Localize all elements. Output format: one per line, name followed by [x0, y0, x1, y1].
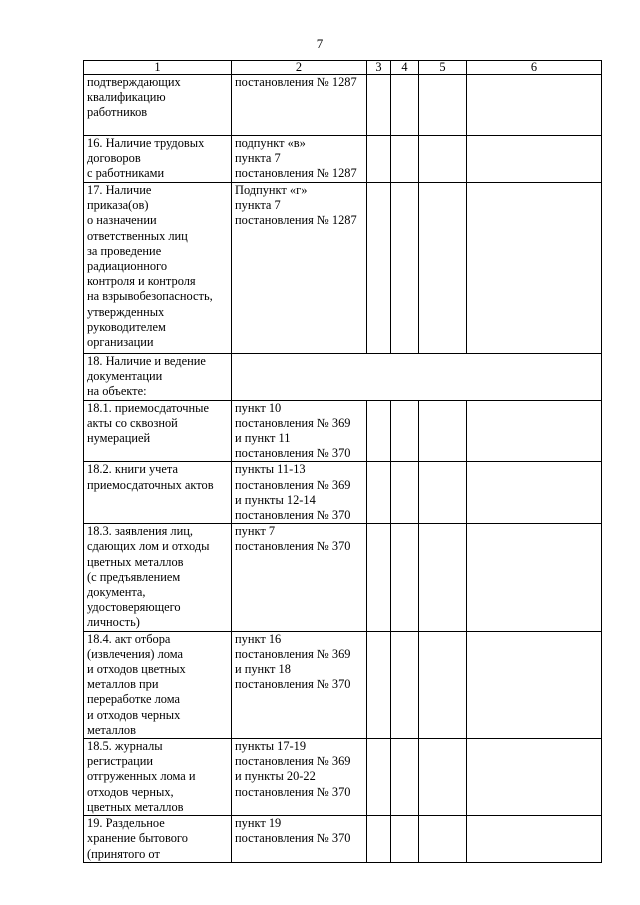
table-row: [84, 183, 602, 354]
note-cell: [467, 524, 602, 631]
reference-cell: Подпункт «г» пункта 7 постановления № 1287: [232, 183, 367, 354]
column-header-2: 2: [232, 61, 367, 75]
check-cell-5: [419, 816, 467, 863]
check-cell-5: [419, 631, 467, 738]
table-row: [84, 75, 602, 136]
check-cell-4: [391, 136, 419, 183]
requirement-cell: 16. Наличие трудовых договоров с работниками: [84, 136, 232, 183]
check-cell-4: [391, 75, 419, 136]
table-row: [84, 136, 602, 183]
check-cell-4: [391, 183, 419, 354]
note-cell: [467, 136, 602, 183]
reference-cell: пункт 10 постановления № 369 и пункт 11 постановления № 370: [232, 400, 367, 462]
check-cell-4: [391, 400, 419, 462]
check-cell-4: [391, 631, 419, 738]
table-row: [84, 816, 602, 863]
requirement-cell: 19. Раздельное хранение бытового (принятого от: [84, 816, 232, 863]
check-cell-4: [391, 739, 419, 816]
reference-cell: пункт 7 постановления № 370: [232, 524, 367, 631]
reference-cell: пункты 17-19 постановления № 369 и пункты 20-22 постановления № 370: [232, 739, 367, 816]
requirement-cell: 17. Наличие приказа(ов) о назначении ответственных лиц за проведение радиационного контроля и контроля на взрывобезопасность, утвержденных руководителем организации: [84, 183, 232, 354]
column-header-6: 6: [467, 61, 602, 75]
check-cell-4: [391, 462, 419, 524]
reference-cell: пункт 16 постановления № 369 и пункт 18 постановления № 370: [232, 631, 367, 738]
requirement-cell: 18.1. приемосдаточные акты со сквозной нумерацией: [84, 400, 232, 462]
requirement-cell: подтверждающих квалификацию работников: [84, 75, 232, 136]
section-merged-cell: [232, 354, 602, 401]
note-cell: [467, 739, 602, 816]
check-cell-3: [367, 462, 391, 524]
reference-cell: постановления № 1287: [232, 75, 367, 136]
column-header-1: 1: [84, 61, 232, 75]
reference-cell: пункты 11-13 постановления № 369 и пункты 12-14 постановления № 370: [232, 462, 367, 524]
note-cell: [467, 462, 602, 524]
check-cell-3: [367, 816, 391, 863]
column-header-4: 4: [391, 61, 419, 75]
inspection-table: [83, 60, 602, 863]
check-cell-5: [419, 739, 467, 816]
note-cell: [467, 183, 602, 354]
requirement-cell: 18.2. книги учета приемосдаточных актов: [84, 462, 232, 524]
check-cell-3: [367, 524, 391, 631]
check-cell-3: [367, 631, 391, 738]
table-row: [84, 631, 602, 738]
section-heading-cell: 18. Наличие и ведение документации на объекте:: [84, 354, 232, 401]
requirement-cell: 18.3. заявления лиц, сдающих лом и отходы цветных металлов (с предъявлением документа, удостоверяющего личность): [84, 524, 232, 631]
table-row: [84, 400, 602, 462]
check-cell-5: [419, 136, 467, 183]
column-header-3: 3: [367, 61, 391, 75]
check-cell-5: [419, 462, 467, 524]
note-cell: [467, 631, 602, 738]
requirement-cell: 18.4. акт отбора (извлечения) лома и отходов цветных металлов при переработке лома и отходов черных металлов: [84, 631, 232, 738]
page-number: 7: [316, 36, 324, 51]
check-cell-3: [367, 183, 391, 354]
column-header-5: 5: [419, 61, 467, 75]
note-cell: [467, 400, 602, 462]
note-cell: [467, 816, 602, 863]
check-cell-4: [391, 816, 419, 863]
check-cell-5: [419, 183, 467, 354]
check-cell-3: [367, 136, 391, 183]
reference-cell: подпункт «в» пункта 7 постановления № 1287: [232, 136, 367, 183]
table-row: [84, 462, 602, 524]
table-row: [84, 739, 602, 816]
table-row: [84, 524, 602, 631]
check-cell-3: [367, 739, 391, 816]
reference-cell: пункт 19 постановления № 370: [232, 816, 367, 863]
table-row: [84, 354, 602, 401]
check-cell-4: [391, 524, 419, 631]
check-cell-5: [419, 75, 467, 136]
check-cell-3: [367, 400, 391, 462]
note-cell: [467, 75, 602, 136]
requirement-cell: 18.5. журналы регистрации отгруженных лома и отходов черных, цветных металлов: [84, 739, 232, 816]
check-cell-5: [419, 400, 467, 462]
check-cell-3: [367, 75, 391, 136]
check-cell-5: [419, 524, 467, 631]
header-row: [84, 61, 602, 75]
